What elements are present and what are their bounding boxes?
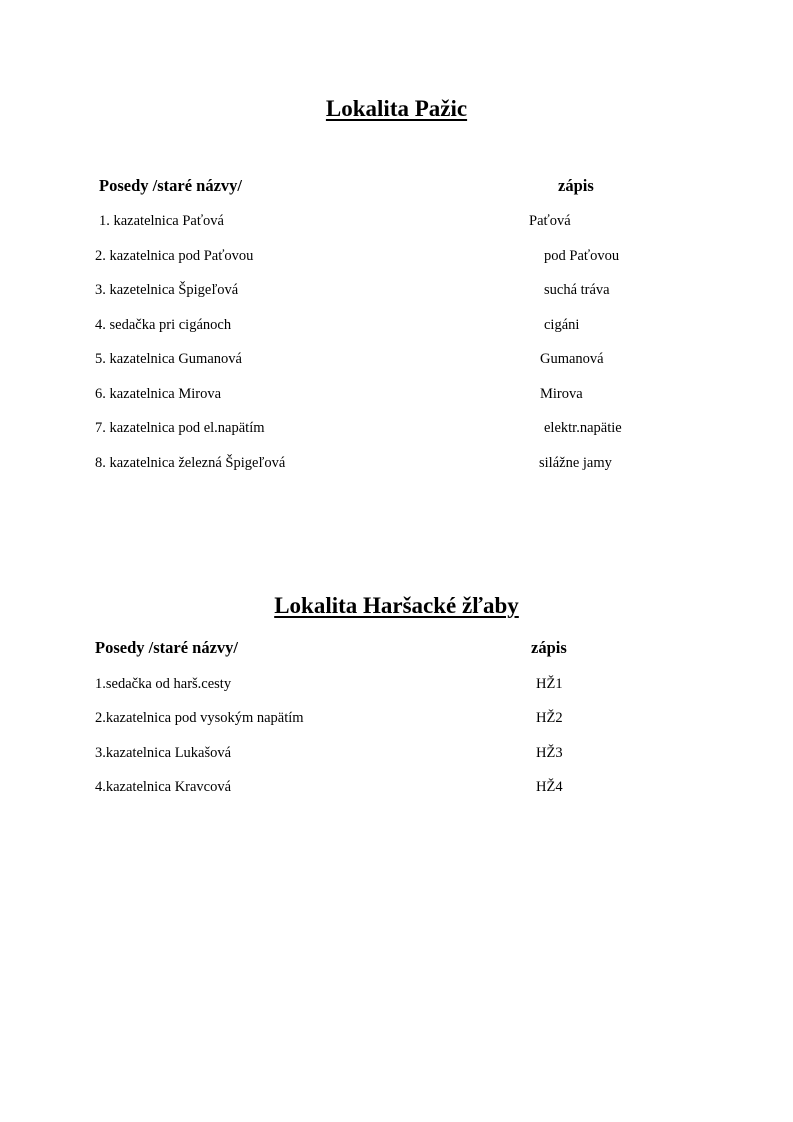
- old-name: 4.kazatelnica Kravcová: [95, 779, 232, 795]
- code: Mirova: [540, 386, 583, 402]
- code: Gumanová: [540, 351, 604, 367]
- code: Paťová: [529, 213, 571, 229]
- old-name: 7. kazatelnica pod el.napätím: [95, 420, 265, 436]
- code: HŽ4: [536, 779, 563, 795]
- code: elektr.napätie: [544, 420, 622, 436]
- code: silážne jamy: [539, 455, 612, 471]
- column-header-code: zápis: [558, 176, 594, 195]
- code: pod Paťovou: [544, 248, 620, 264]
- code: HŽ3: [536, 745, 563, 761]
- column-header-code: zápis: [531, 638, 567, 657]
- old-name: 3.kazatelnica Lukašová: [95, 745, 232, 761]
- code: suchá tráva: [544, 282, 610, 298]
- column-header-old-names: Posedy /staré názvy/: [95, 638, 238, 657]
- old-name: 2. kazatelnica pod Paťovou: [95, 248, 254, 264]
- old-name: 1.sedačka od harš.cesty: [95, 676, 232, 692]
- old-name: 5. kazatelnica Gumanová: [95, 351, 242, 367]
- old-name: 1. kazatelnica Paťová: [99, 213, 224, 229]
- old-name: 8. kazatelnica železná Špigeľová: [95, 455, 286, 471]
- code: cigáni: [544, 317, 580, 333]
- old-name: 6. kazatelnica Mirova: [95, 386, 222, 402]
- section-title: Lokalita Haršacké žľaby: [274, 593, 519, 618]
- column-header-old-names: Posedy /staré názvy/: [99, 176, 242, 195]
- code: HŽ2: [536, 710, 563, 726]
- old-name: 3. kazetelnica Špigeľová: [95, 282, 239, 298]
- old-name: 4. sedačka pri cigánoch: [95, 317, 232, 333]
- section-title: Lokalita Pažic: [325, 96, 468, 121]
- old-name: 2.kazatelnica pod vysokým napätím: [95, 710, 304, 726]
- code: HŽ1: [536, 676, 563, 692]
